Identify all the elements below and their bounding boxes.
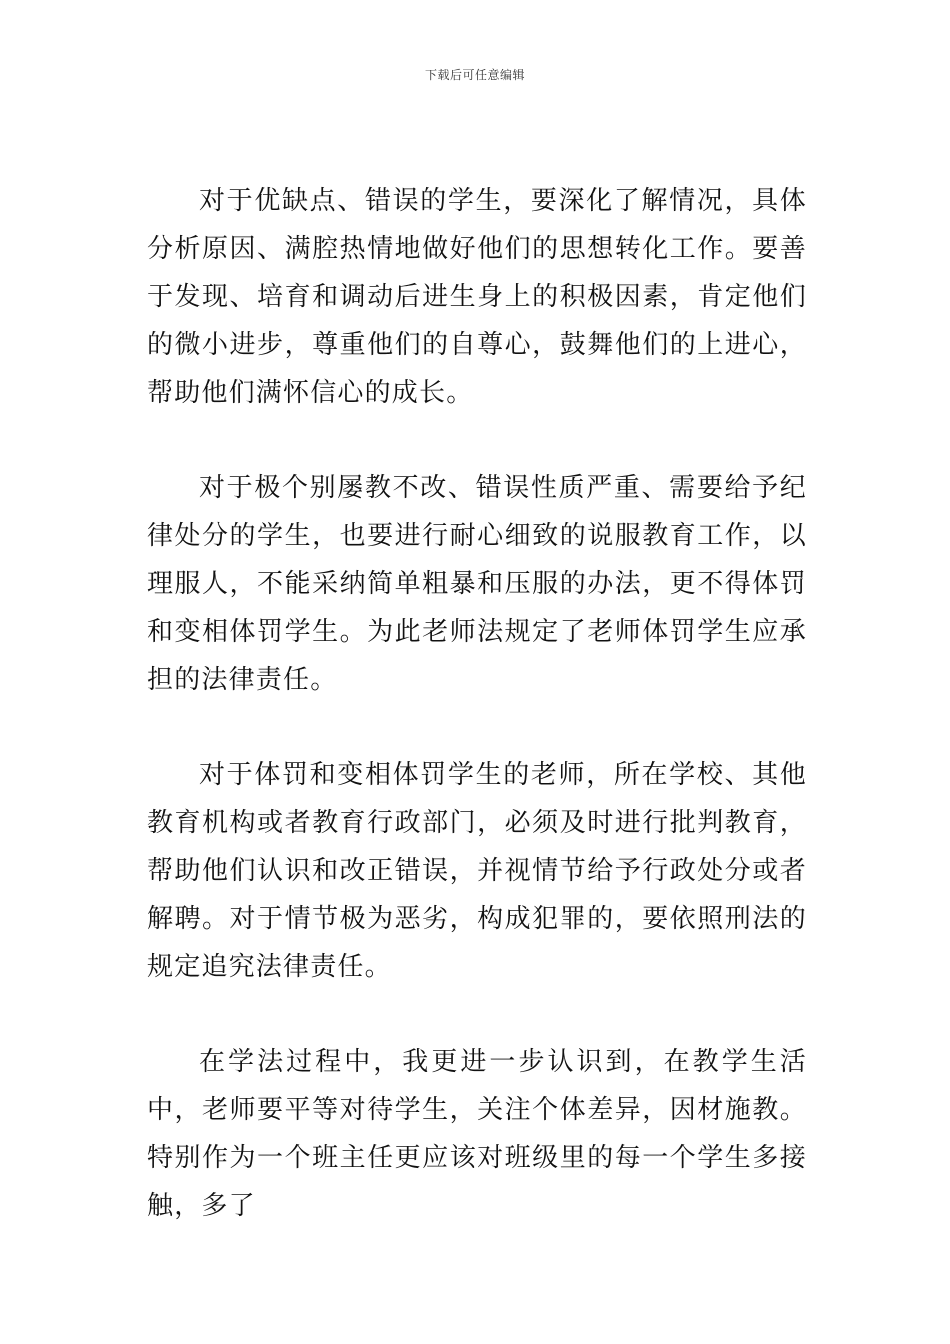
header-note: 下载后可任意编辑 (424, 68, 525, 82)
document-body (147, 177, 807, 1277)
paragraph-1: 对于优缺点、错误的学生，要深化了解情况，具体分析原因、满腔热情地做好他们的思想转化工作。要善于发现、培育和调动后进生身上的积极因素，肯定他们的微小进步，尊重他们的自尊心，鼓舞他们的上进心，帮助他们满怀信心的成长。 (147, 186, 807, 408)
paragraph-3: 对于体罚和变相体罚学生的老师，所在学校、其他教育机构或者教育行政部门，必须及时进行批判教育，帮助他们认识和改正错误，并视情节给予行政处分或者解聘。对于情节极为恶劣，构成犯罪的，要依照刑法的规定追究法律责任。 (147, 760, 807, 982)
paragraph-2: 对于极个别屡教不改、错误性质严重、需要给予纪律处分的学生，也要进行耐心细致的说服教育工作，以理服人，不能采纳简单粗暴和压服的办法，更不得体罚和变相体罚学生。为此老师法规定了老师体罚学生应承担的法律责任。 (147, 473, 807, 695)
paragraph-4: 在学法过程中，我更进一步认识到，在教学生活中，老师要平等对待学生，关注个体差异，因材施教。特别作为一个班主任更应该对班级里的每一个学生多接触，多了 (147, 1047, 807, 1221)
